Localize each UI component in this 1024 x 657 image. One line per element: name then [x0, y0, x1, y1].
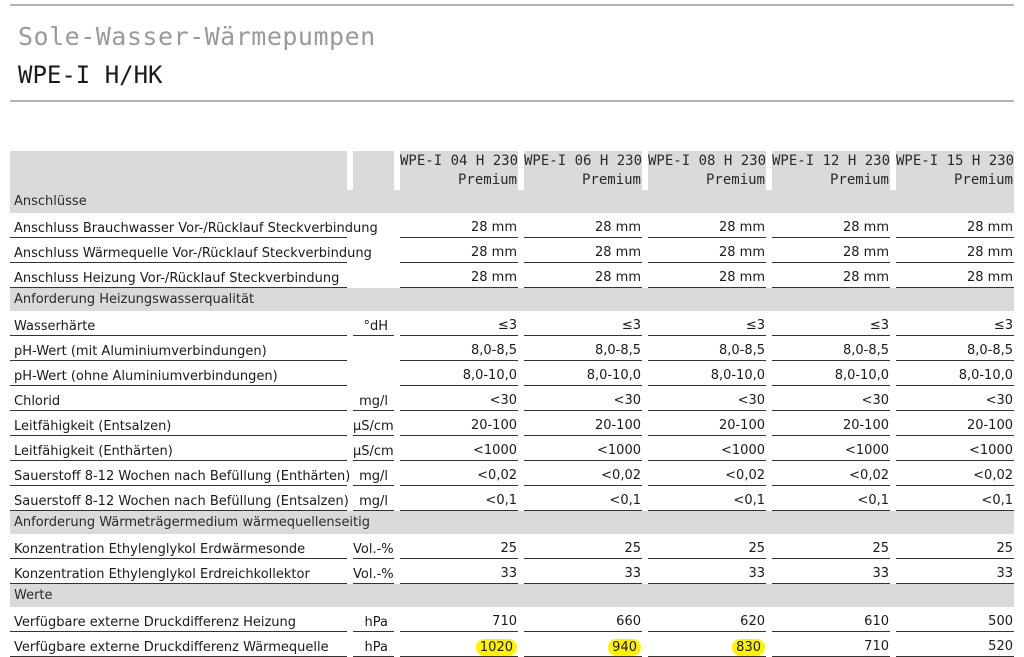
row-unit: Vol.-%: [353, 559, 394, 584]
value-cell: [524, 559, 642, 584]
cell-value: 28 mm: [842, 220, 889, 235]
cell-value: 33: [624, 566, 641, 581]
value-cell: [524, 486, 642, 511]
section-title: Anforderung Wärmeträgermedium wärmequellenseitig: [10, 511, 1014, 534]
cell-value: 28 mm: [842, 245, 889, 260]
row-label: pH-Wert (mit Aluminiumverbindungen): [10, 336, 347, 361]
table-row: [10, 263, 1014, 288]
value-cell: [896, 238, 1014, 263]
cell-value: 33: [872, 566, 889, 581]
cell-value: <0,1: [609, 493, 641, 508]
cell-value: 8,0-8,5: [842, 343, 889, 358]
cell-value: 8,0-10,0: [710, 368, 765, 383]
value-cell: [772, 311, 890, 336]
cell-value: 25: [996, 541, 1013, 556]
value-cell: [648, 632, 766, 657]
value-cell: [772, 632, 890, 657]
value-cell: [400, 263, 518, 288]
value-cell: [648, 486, 766, 511]
value-cell: [648, 311, 766, 336]
row-label: Wasserhärte: [10, 311, 347, 336]
cell-value: 8,0-8,5: [966, 343, 1013, 358]
cell-value: 8,0-10,0: [586, 368, 641, 383]
cell-value: <0,1: [981, 493, 1013, 508]
value-cell: [400, 311, 518, 336]
value-cell: [524, 361, 642, 386]
cell-value: 8,0-8,5: [718, 343, 765, 358]
cell-value: 20-100: [594, 418, 641, 433]
table-row: [10, 632, 1014, 657]
row-label: Chlorid: [10, 386, 347, 411]
cell-value: <1000: [597, 443, 641, 458]
cell-value: 20-100: [470, 418, 517, 433]
value-cell: [772, 386, 890, 411]
value-cell: [400, 486, 518, 511]
table-row: [10, 411, 1014, 436]
cell-value: 710: [864, 639, 889, 654]
cell-value: 28 mm: [470, 270, 517, 285]
spec-table: [10, 151, 1014, 657]
value-cell: [772, 436, 890, 461]
cell-value: 8,0-8,5: [470, 343, 517, 358]
value-cell: [772, 534, 890, 559]
cell-value: <0,02: [477, 468, 517, 483]
cell-value: 25: [624, 541, 641, 556]
value-cell: [400, 461, 518, 486]
table-row: [10, 607, 1014, 632]
cell-value: 28 mm: [842, 270, 889, 285]
model-header: [648, 151, 766, 190]
value-cell: [648, 238, 766, 263]
table-row: [10, 213, 1014, 238]
cell-value: 20-100: [966, 418, 1013, 433]
model-name: WPE-I 08 H 230: [648, 152, 767, 169]
row-unit: °dH: [353, 311, 394, 336]
cell-value: 25: [872, 541, 889, 556]
value-cell: [400, 386, 518, 411]
model-variant: Premium: [581, 171, 641, 188]
model-variant: Premium: [705, 171, 765, 188]
value-cell: [896, 607, 1014, 632]
value-cell: [648, 607, 766, 632]
value-cell: [524, 238, 642, 263]
cell-value: <1000: [845, 443, 889, 458]
cell-value: 8,0-8,5: [594, 343, 641, 358]
row-label: Leitfähigkeit (Enthärten): [10, 436, 347, 461]
model-variant: Premium: [953, 171, 1013, 188]
table-row: [10, 361, 1014, 386]
value-cell: [648, 213, 766, 238]
cell-value: <0,1: [485, 493, 517, 508]
cell-value: 28 mm: [966, 270, 1013, 285]
cell-value: 28 mm: [718, 245, 765, 260]
section-header-row: [10, 288, 1014, 311]
value-cell: [648, 461, 766, 486]
cell-value: <1000: [473, 443, 517, 458]
row-label: pH-Wert (ohne Aluminiumverbindungen): [10, 361, 347, 386]
cell-value: <30: [489, 393, 517, 408]
value-cell: [772, 411, 890, 436]
row-unit: mg/l: [353, 386, 394, 411]
value-cell: [400, 607, 518, 632]
cell-value: ≤3: [497, 318, 517, 333]
cell-value: <1000: [969, 443, 1013, 458]
value-cell: [648, 411, 766, 436]
model-variant: Premium: [829, 171, 889, 188]
value-cell: [400, 436, 518, 461]
value-cell: [772, 486, 890, 511]
row-unit: [353, 361, 394, 386]
section-title: Anforderung Heizungswasserqualität: [10, 288, 1014, 311]
value-cell: [524, 436, 642, 461]
cell-value: <1000: [721, 443, 765, 458]
cell-value: 28 mm: [594, 245, 641, 260]
cell-value: 28 mm: [594, 220, 641, 235]
model-name: WPE-I 04 H 230: [400, 152, 519, 169]
value-cell: [772, 213, 890, 238]
cell-value: 28 mm: [966, 220, 1013, 235]
cell-value: 710: [492, 614, 517, 629]
value-cell: [772, 361, 890, 386]
cell-value: 1020: [476, 639, 517, 656]
cell-value: <0,02: [849, 468, 889, 483]
row-label: Leitfähigkeit (Entsalzen): [10, 411, 347, 436]
top-rule: [10, 4, 1014, 6]
cell-value: 28 mm: [966, 245, 1013, 260]
model-header: [772, 151, 890, 190]
cell-value: <0,1: [733, 493, 765, 508]
model-name: WPE-I 15 H 230: [896, 152, 1015, 169]
row-unit: Vol.-%: [353, 534, 394, 559]
value-cell: [896, 213, 1014, 238]
row-unit: mg/l: [353, 461, 394, 486]
value-cell: [896, 386, 1014, 411]
cell-value: 8,0-10,0: [834, 368, 889, 383]
cell-value: 28 mm: [718, 270, 765, 285]
header-unit-cell: [353, 151, 394, 190]
title-rule: [10, 100, 1014, 102]
value-cell: [772, 607, 890, 632]
cell-value: <30: [861, 393, 889, 408]
row-label: Verfügbare externe Druckdifferenz Heizung: [10, 607, 347, 632]
value-cell: [896, 263, 1014, 288]
table-row: [10, 486, 1014, 511]
row-unit: [353, 336, 394, 361]
table-row: [10, 238, 1014, 263]
cell-value: 20-100: [842, 418, 889, 433]
value-cell: [648, 534, 766, 559]
cell-value: 28 mm: [594, 270, 641, 285]
section-header-row: [10, 190, 1014, 213]
cell-value: 33: [996, 566, 1013, 581]
row-unit: μS/cm: [353, 411, 394, 436]
value-cell: [524, 461, 642, 486]
value-cell: [524, 263, 642, 288]
value-cell: [524, 386, 642, 411]
value-cell: [896, 436, 1014, 461]
value-cell: [524, 607, 642, 632]
value-cell: [648, 559, 766, 584]
cell-value: ≤3: [993, 318, 1013, 333]
cell-value: 940: [608, 639, 641, 656]
cell-value: 520: [988, 639, 1013, 654]
value-cell: [772, 461, 890, 486]
row-label: Anschluss Brauchwasser Vor-/Rücklauf Steckverbindung: [10, 213, 347, 238]
row-unit: μS/cm: [353, 436, 394, 461]
value-cell: [400, 361, 518, 386]
row-label: Anschluss Wärmequelle Vor-/Rücklauf Steckverbindung: [10, 238, 347, 263]
cell-value: 8,0-10,0: [958, 368, 1013, 383]
model-variant: Premium: [457, 171, 517, 188]
model-header: [896, 151, 1014, 190]
value-cell: [896, 361, 1014, 386]
cell-value: 8,0-10,0: [462, 368, 517, 383]
cell-value: 620: [740, 614, 765, 629]
section-header-row: [10, 584, 1014, 607]
table-row: [10, 311, 1014, 336]
value-cell: [772, 263, 890, 288]
table-row: [10, 436, 1014, 461]
cell-value: 500: [988, 614, 1013, 629]
cell-value: <30: [613, 393, 641, 408]
table-header-row: [10, 151, 1014, 190]
value-cell: [896, 336, 1014, 361]
value-cell: [896, 486, 1014, 511]
value-cell: [400, 632, 518, 657]
value-cell: [896, 311, 1014, 336]
value-cell: [648, 263, 766, 288]
cell-value: 25: [748, 541, 765, 556]
model-header: [524, 151, 642, 190]
model-name: WPE-I 12 H 230: [772, 152, 891, 169]
model-name: WPE-I 06 H 230: [524, 152, 643, 169]
table-row: [10, 336, 1014, 361]
value-cell: [400, 213, 518, 238]
cell-value: <30: [737, 393, 765, 408]
cell-value: <30: [985, 393, 1013, 408]
cell-value: 20-100: [718, 418, 765, 433]
value-cell: [772, 559, 890, 584]
cell-value: 660: [616, 614, 641, 629]
value-cell: [400, 336, 518, 361]
value-cell: [524, 534, 642, 559]
value-cell: [896, 559, 1014, 584]
value-cell: [400, 534, 518, 559]
section-header-row: [10, 511, 1014, 534]
row-label: Sauerstoff 8-12 Wochen nach Befüllung (Enthärten): [10, 461, 347, 486]
row-label: Konzentration Ethylenglykol Erdwärmesonde: [10, 534, 347, 559]
value-cell: [648, 336, 766, 361]
row-label: Konzentration Ethylenglykol Erdreichkollektor: [10, 559, 347, 584]
value-cell: [648, 361, 766, 386]
cell-value: 25: [500, 541, 517, 556]
value-cell: [400, 411, 518, 436]
cell-value: <0,02: [973, 468, 1013, 483]
cell-value: <0,1: [857, 493, 889, 508]
cell-value: <0,02: [725, 468, 765, 483]
cell-value: 610: [864, 614, 889, 629]
row-label: Verfügbare externe Druckdifferenz Wärmequelle: [10, 632, 347, 657]
row-unit: [353, 263, 394, 288]
model-header: [400, 151, 518, 190]
row-label: Anschluss Heizung Vor-/Rücklauf Steckverbindung: [10, 263, 347, 288]
value-cell: [896, 461, 1014, 486]
table-row: [10, 386, 1014, 411]
cell-value: ≤3: [869, 318, 889, 333]
value-cell: [400, 559, 518, 584]
section-title: Werte: [10, 584, 1014, 607]
table-row: [10, 559, 1014, 584]
value-cell: [772, 238, 890, 263]
value-cell: [524, 411, 642, 436]
cell-value: <0,02: [601, 468, 641, 483]
cell-value: 28 mm: [470, 220, 517, 235]
row-label: Sauerstoff 8-12 Wochen nach Befüllung (Entsalzen): [10, 486, 347, 511]
section-title: Anschlüsse: [10, 190, 1014, 213]
cell-value: 830: [732, 639, 765, 656]
header-label-cell: [10, 151, 347, 190]
value-cell: [896, 411, 1014, 436]
value-cell: [524, 213, 642, 238]
value-cell: [648, 386, 766, 411]
product-series-title: WPE-I H/HK: [18, 61, 163, 89]
cell-value: 33: [748, 566, 765, 581]
cell-value: ≤3: [621, 318, 641, 333]
row-unit: hPa: [353, 632, 394, 657]
table-row: [10, 461, 1014, 486]
value-cell: [524, 632, 642, 657]
cell-value: 28 mm: [718, 220, 765, 235]
value-cell: [400, 238, 518, 263]
cell-value: ≤3: [745, 318, 765, 333]
cell-value: 33: [500, 566, 517, 581]
value-cell: [896, 632, 1014, 657]
row-unit: mg/l: [353, 486, 394, 511]
cell-value: 28 mm: [470, 245, 517, 260]
value-cell: [524, 336, 642, 361]
value-cell: [772, 336, 890, 361]
value-cell: [896, 534, 1014, 559]
product-family-title: Sole-Wasser-Wärmepumpen: [18, 22, 376, 51]
value-cell: [524, 311, 642, 336]
value-cell: [648, 436, 766, 461]
row-unit: hPa: [353, 607, 394, 632]
table-row: [10, 534, 1014, 559]
